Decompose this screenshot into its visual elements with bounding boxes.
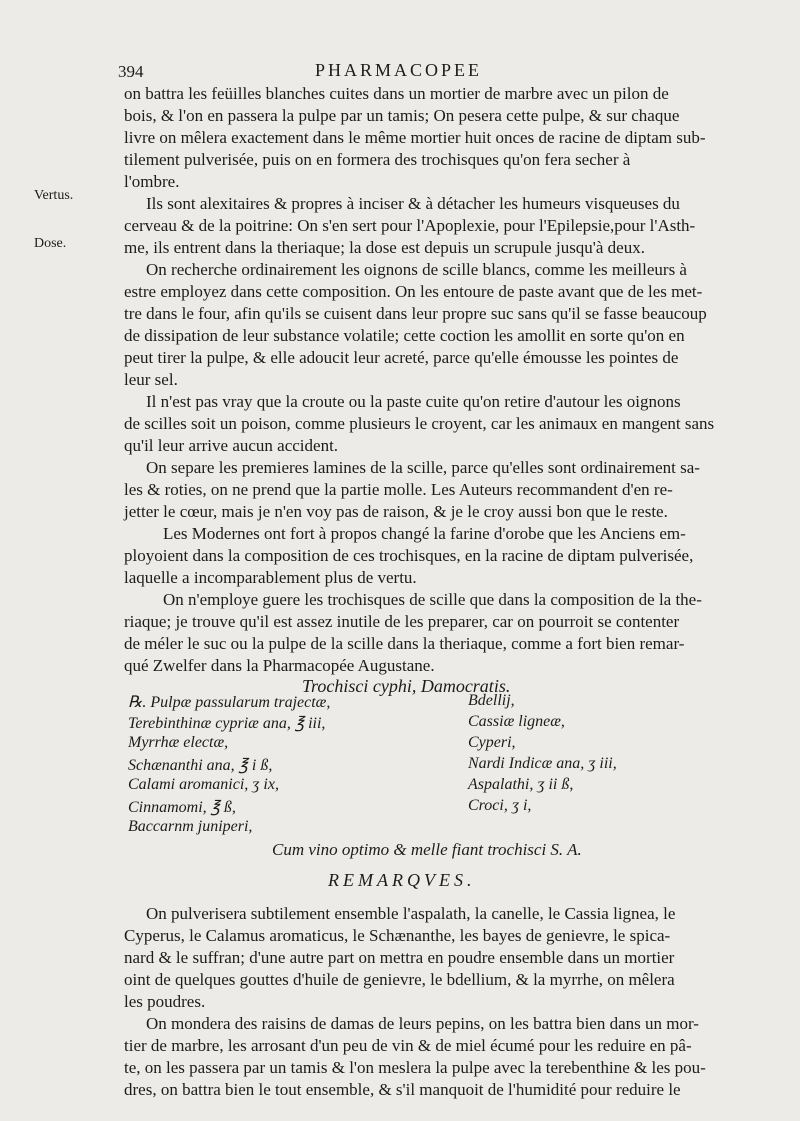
text-line: tilement pulverisée, puis on en formera des trochisques qu'on fera secher à <box>124 150 631 169</box>
text-line: tier de marbre, les arrosant d'un peu de vin & de miel écumé pour les reduire en pâ- <box>124 1036 692 1055</box>
text-line: les & roties, on ne prend que la partie molle. Les Auteurs recommandent d'en re- <box>124 480 673 499</box>
ingredient-left: Cinnamomi, ℥ ß, <box>128 799 236 816</box>
ingredient-left: Schænanthi ana, ℥ i ß, <box>128 757 273 774</box>
text-line: de scilles soit un poison, comme plusieurs le croyent, car les animaux en mangent sans <box>124 414 715 433</box>
running-title: PHARMACOPEE <box>315 60 483 80</box>
text-line: On recherche ordinairement les oignons de scille blancs, comme les meilleurs à <box>146 260 687 279</box>
margin-note-vertus: Vertus. <box>34 188 74 203</box>
recipe-closing: Cum vino optimo & melle fiant trochisci S. A. <box>272 840 582 859</box>
text-line: laquelle a incomparablement plus de vertu. <box>124 568 417 587</box>
ingredient-left: Myrrhæ electæ, <box>128 734 229 751</box>
text-line: livre on mêlera exactement dans le même mortier huit onces de racine de diptam sub- <box>124 128 706 147</box>
text-line: riaque; je trouve qu'il est assez inutile de les preparer, car on pourroit se contenter <box>124 612 680 631</box>
text-line: oint de quelques gouttes d'huile de genievre, le bdellium, & la myrrhe, on mêlera <box>124 970 675 989</box>
margin-note-dose: Dose. <box>34 236 67 251</box>
text-line: me, ils entrent dans la theriaque; la dose est depuis un scrupule jusqu'à deux. <box>124 238 645 257</box>
ingredient-right: Cyperi, <box>468 734 516 751</box>
recipe-title: Trochisci cyphi, Damocratis. <box>302 676 511 696</box>
ingredient-right: Bdellij, <box>468 692 515 709</box>
text-line: Les Modernes ont fort à propos changé la farine d'orobe que les Anciens em- <box>163 524 686 543</box>
text-line: de dissipation de leur substance volatile; cette coction les amollit en sorte qu'on en <box>124 326 685 345</box>
text-line: leur sel. <box>124 370 178 389</box>
text-line: l'ombre. <box>124 172 180 191</box>
text-line: nard & le suffran; d'une autre part on mettra en poudre ensemble dans un mortier <box>124 948 675 967</box>
text-line: tre dans le four, afin qu'ils se cuisent dans leur propre suc sans qu'il se fasse beaucoup <box>124 304 707 323</box>
text-line: Cyperus, le Calamus aromaticus, le Schænanthe, les bayes de genievre, le spica- <box>124 926 671 945</box>
ingredient-right: Aspalathi, ʒ ii ß, <box>468 776 574 793</box>
text-line: Ils sont alexitaires & propres à inciser & à détacher les humeurs visqueuses du <box>146 194 680 213</box>
text-line: peut tirer la pulpe, & elle adoucit leur acreté, parce qu'elle émousse les pointes de <box>124 348 679 367</box>
text-line: bois, & l'on en passera la pulpe par un tamis; On pesera cette pulpe, & sur chaque <box>124 106 680 125</box>
text-line: On separe les premieres lamines de la scille, parce qu'elles sont ordinairement sa- <box>146 458 700 477</box>
ingredient-right: Nardi Indicæ ana, ʒ iii, <box>468 755 617 772</box>
text-line: qué Zwelfer dans la Pharmacopée Augustane. <box>124 656 435 675</box>
page-number: 394 <box>118 62 144 81</box>
text-line: cerveau & de la poitrine: On s'en sert pour l'Apoplexie, pour l'Epilepsie,pour l'Asth- <box>124 216 696 235</box>
text-line: on battra les feüilles blanches cuites dans un mortier de marbre avec un pilon de <box>124 84 669 103</box>
ingredient-left: ℞. Pulpæ passularum trajectæ, <box>128 694 331 711</box>
text-line: ployoient dans la composition de ces trochisques, en la racine de diptam pulverisée, <box>124 546 694 565</box>
ingredient-left: Calami aromanici, ʒ ix, <box>128 776 279 793</box>
text-line: Il n'est pas vray que la croute ou la paste cuite qu'on retire d'autour les oignons <box>146 392 681 411</box>
text-line: jetter le cœur, mais je n'en voy pas de raison, & je le croy aussi bon que le reste. <box>124 502 668 521</box>
text-line: de méler le suc ou la pulpe de la scille dans la theriaque, comme a fort bien remar- <box>124 634 685 653</box>
text-line: On n'employe guere les trochisques de scille que dans la composition de la the- <box>163 590 702 609</box>
ingredient-left: Baccarnm juniperi, <box>128 818 253 835</box>
text-line: dres, on battra bien le tout ensemble, & s'il manquoit de l'humidité pour reduire le <box>124 1080 681 1099</box>
ingredient-right: Cassiæ ligneæ, <box>468 713 565 730</box>
text-line: les poudres. <box>124 992 206 1011</box>
ingredient-left: Terebinthinæ cypriæ ana, ℥ iii, <box>128 715 326 732</box>
text-line: On pulverisera subtilement ensemble l'aspalath, la canelle, le Cassia lignea, le <box>146 904 676 923</box>
text-line: te, on les passera par un tamis & l'on meslera la pulpe avec la terebenthine & les pou- <box>124 1058 706 1077</box>
ingredient-right: Croci, ʒ i, <box>468 797 532 814</box>
remarques-heading: REMARQVES. <box>328 870 476 890</box>
text-line: qu'il leur arrive aucun accident. <box>124 436 339 455</box>
text-line: On mondera des raisins de damas de leurs pepins, on les battra bien dans un mor- <box>146 1014 699 1033</box>
text-line: estre employez dans cette composition. On les entoure de paste avant que de les met- <box>124 282 703 301</box>
